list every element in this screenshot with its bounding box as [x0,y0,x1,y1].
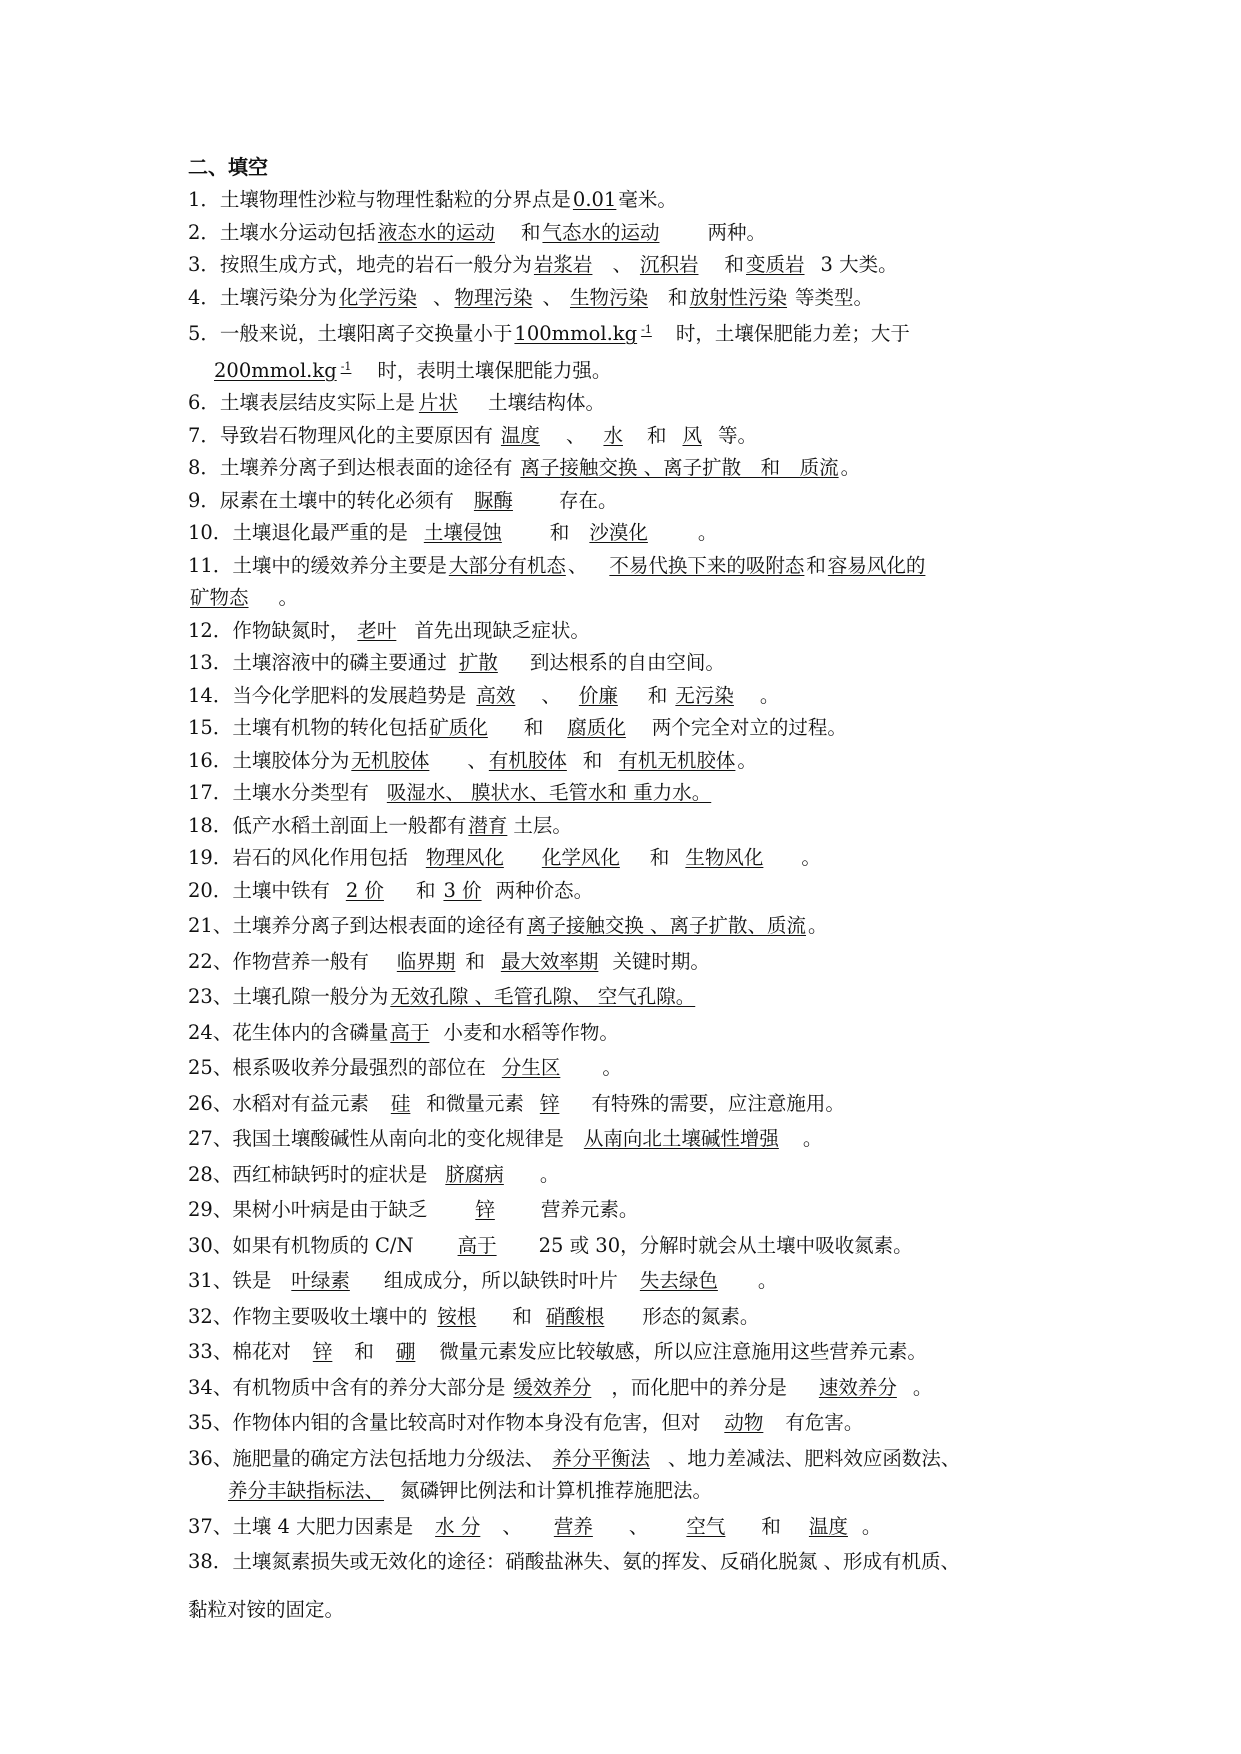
answer-blank: 无机胶体 [351,748,430,772]
question-text: 微量元素发应比较敏感，所以应注意施用这些营养元素。 [439,1340,927,1363]
question-text: 和 [354,1340,374,1363]
question-18 [188,810,1078,843]
answer-blank: 水 分 [435,1514,481,1538]
question-text: 20．土壤中铁有 [188,878,330,902]
question-text: 19．岩石的风化作用包括 [188,846,408,869]
question-text: 26、水稻对有益元素 [188,1091,369,1115]
question-text: 4．土壤污染分为 [188,285,337,309]
answer-blank: 高于 [390,1020,430,1044]
answer-blank: 老叶 [357,618,397,642]
question-text: 两种。 [707,220,766,244]
question-text: 和 [724,253,744,276]
answer-blank: 变质岩 [745,253,805,276]
question-text: 土层。 [513,813,572,837]
question-text: 和 [582,748,603,772]
answer-blank: -1 [641,323,652,336]
question-text: 36、施肥量的确定方法包括地力分级法、 [188,1446,545,1470]
answer-blank: 生物污染 [569,285,648,309]
question-text: 两种价态。 [495,878,594,902]
question-22 [188,946,1078,979]
question-text: 和 [761,1514,781,1538]
answer-blank: 硼 [395,1340,416,1363]
question-38 [188,1547,1078,1625]
question-text: 、 [565,423,586,447]
answer-blank: 从南向北土壤碱性增强 [583,1127,779,1150]
answer-blank: 风 [682,423,702,447]
question-13 [188,647,1078,680]
answer-blank: 养分平衡法 [552,1446,650,1470]
question-text: 、 [432,285,453,309]
answer-blank: 物理风化 [425,846,504,869]
question-text: 和 [465,949,485,973]
question-text: 到达根系的自由空间。 [529,651,725,674]
question-text: 1．土壤物理性沙粒与物理性黏粒的分界点是 [188,188,571,211]
answer-blank: 最大效率期 [500,949,599,973]
question-text: 、 [612,253,632,276]
answer-blank: 水 [603,423,623,447]
answer-blank: 3 价 [443,878,482,902]
question-17 [188,777,1078,810]
answer-blank: 失去绿色 [639,1269,718,1292]
question-text: 氮磷钾比例法和计算机推荐施肥法。 [400,1479,713,1502]
question-text: 小麦和水稻等作物。 [443,1020,619,1044]
answer-blank: 脐腐病 [445,1162,504,1186]
answer-blank: 片状 [418,391,458,414]
question-text: 30、如果有机物质的 C/N [188,1233,414,1257]
question-text: 形态的氮素。 [642,1304,760,1328]
answer-blank: 2 价 [345,878,384,902]
question-text: 和 [649,846,670,869]
question-text: 。 [697,521,718,544]
question-text: 营养元素。 [540,1198,639,1221]
question-6 [188,387,1078,420]
answer-blank: 锌 [539,1091,560,1115]
question-text: 毫米。 [618,188,677,211]
question-36 [188,1443,1078,1508]
question-text: 、 [467,748,487,772]
question-text: 11．土壤中的缓效养分主要是 [188,553,447,577]
question-text: 存在。 [558,488,618,512]
fill-in-section [188,150,1078,1625]
answer-blank: 化学风化 [541,846,620,869]
question-text: 关键时期。 [612,949,710,973]
answer-blank: 价廉 [578,683,618,707]
question-text: 17．土壤水分类型有 [188,781,369,804]
answer-blank: 养分丰缺指标法、 [228,1479,385,1502]
question-text: 29、果树小叶病是由于缺乏 [188,1198,428,1221]
question-text: 33、棉花对 [188,1340,291,1363]
answer-blank: 无效孔隙 、毛管孔隙、 空气孔隙。 [390,985,696,1008]
question-text: 、地力差减法、肥料效应函数法、 [667,1446,961,1470]
question-3 [188,249,1078,282]
question-text: 25、根系吸收养分最强烈的部位在 [188,1056,486,1079]
question-text: 13．土壤溶液中的磷主要通过 [188,651,447,674]
question-30 [188,1230,1078,1263]
question-text: 25 或 30，分解时就会从土壤中吸收氮素。 [538,1233,913,1257]
question-text: 22、作物营养一般有 [188,949,369,973]
question-31 [188,1265,1078,1298]
answer-blank: 0.01 [572,188,617,211]
question-text: 和 [668,285,688,309]
answer-blank: 200mmol.kg [214,358,337,382]
question-text: 3 大类。 [820,253,898,276]
question-text: 15．土壤有机物的转化包括 [188,716,428,739]
question-text: 10．土壤退化最严重的是 [188,521,408,544]
question-text: 。 [861,1514,882,1538]
question-text: 35、作物体内钼的含量比较高时对作物本身没有危害，但对 [188,1411,701,1434]
answer-blank: 高效 [476,683,516,707]
question-text: 。 [808,914,828,937]
question-text: 土壤结构体。 [487,391,605,414]
question-text: 。 [840,456,861,479]
question-20 [188,875,1078,908]
question-19 [188,842,1078,875]
question-24 [188,1017,1078,1050]
answer-blank: 矿物态 [190,586,249,609]
question-37 [188,1511,1078,1544]
question-list [188,184,1078,1625]
answer-blank: 腐质化 [567,716,626,739]
question-7 [188,420,1078,453]
question-text: 和微量元素 [426,1091,524,1115]
question-text: 和 [806,553,826,577]
question-text: 。 [539,1162,560,1186]
question-text: 。 [759,683,780,707]
question-text: 7．导致岩石物理风化的主要原因有 [188,423,493,447]
answer-blank: 有机胶体 [488,748,567,772]
question-29 [188,1194,1078,1227]
question-9 [188,485,1078,518]
question-text: 和 [549,521,570,544]
question-text: 、 [502,1514,522,1538]
line-spacer [188,1577,1078,1595]
question-text: 8．土壤养分离子到达根表面的途径有 [188,456,513,479]
question-text: 有危害。 [785,1411,864,1434]
answer-blank: 吸湿水、 膜状水、毛管水和 重力水。 [386,781,712,804]
answer-blank: 速效养分 [818,1375,897,1399]
answer-blank: 100mmol.kg [514,322,638,345]
question-10 [188,517,1078,550]
answer-blank: 硝酸根 [545,1304,605,1328]
answer-blank: 矿质化 [429,716,488,739]
question-text: 6．土壤表层结皮实际上是 [188,391,415,414]
question-text: 和 [512,1304,532,1328]
question-text: 等。 [718,423,758,447]
question-4 [188,282,1078,315]
answer-blank: 有机无机胶体 [618,748,736,772]
answer-blank: 沉积岩 [639,253,699,276]
question-text: 27、我国土壤酸碱性从南向北的变化规律是 [188,1127,564,1150]
answer-blank: 不易代换下来的吸附态 [609,553,805,577]
question-text: 38．土壤氮素损失或无效化的途径：硝酸盐淋失、氨的挥发、反硝化脱氮 、形成有机质、 [188,1550,961,1573]
answer-blank: 岩浆岩 [533,253,593,276]
answer-blank: 容易风化的 [827,553,926,577]
question-text: 32、作物主要吸收土壤中的 [188,1304,428,1328]
question-text: 和 [647,683,668,707]
question-text: 组成成分，所以缺铁时叶片 [383,1269,618,1292]
answer-blank: 沙漠化 [589,521,648,544]
question-text: 23、土壤孔隙一般分为 [188,985,389,1008]
question-text: 9．尿素在土壤中的转化必须有 [188,488,454,512]
question-23 [188,981,1078,1014]
answer-blank: 临界期 [396,949,456,973]
question-text: 24、花生体内的含磷量 [188,1020,389,1044]
answer-blank: 生物风化 [685,846,764,869]
answer-blank: 高于 [457,1233,497,1257]
answer-blank: 液态水的运动 [377,220,495,244]
question-text: 31、铁是 [188,1269,272,1292]
answer-blank: 动物 [724,1411,764,1434]
answer-blank: 缓效养分 [513,1375,592,1399]
question-text: 5．一般来说，土壤阳离子交换量小于 [188,322,513,345]
question-text: 3．按照生成方式，地壳的岩石一般分为 [188,253,532,276]
question-14 [188,680,1078,713]
question-text: 。 [757,1269,778,1292]
answer-blank: 土壤侵蚀 [423,521,502,544]
question-21 [188,910,1078,943]
answer-blank: 化学污染 [338,285,417,309]
question-text: 12．作物缺氮时， [188,618,350,642]
question-text: 。 [278,586,299,609]
answer-blank: 放射性污染 [689,285,788,309]
question-text: 18．低产水稻土剖面上一般都有 [188,813,467,837]
question-text: 。 [801,846,821,869]
question-text: 黏粒对铵的固定。 [188,1598,345,1621]
question-26 [188,1088,1078,1121]
question-35 [188,1407,1078,1440]
question-12 [188,615,1078,648]
question-text: 有特殊的需要，应注意施用。 [591,1091,845,1115]
answer-blank: 大部分有机态 [448,553,566,577]
answer-blank: 温度 [500,423,540,447]
question-text: 时，表明土壤保肥能力强。 [377,358,612,382]
section-heading: 二、填空 [188,155,268,179]
question-text: 两个完全对立的过程。 [651,716,847,739]
question-text: 、 [542,285,562,309]
question-text: 34、有机物质中含有的养分大部分是 [188,1375,506,1399]
answer-blank: 锌 [312,1340,333,1363]
question-text: 、 [567,553,588,577]
question-text: 2．土壤水分运动包括 [188,220,376,244]
question-text: 等类型。 [795,285,874,309]
question-2 [188,217,1078,250]
question-25 [188,1052,1078,1085]
question-1 [188,184,1078,217]
question-16 [188,745,1078,778]
answer-blank: 脲酶 [473,488,513,512]
question-15 [188,712,1078,745]
answer-blank: 离子接触交换 、离子扩散 和 质流 [520,456,839,479]
question-text: 14．当今化学肥料的发展趋势是 [188,683,467,707]
question-text: 。 [737,748,757,772]
question-text: 21、土壤养分离子到达根表面的途径有 [188,914,525,937]
answer-blank: 叶绿素 [291,1269,350,1292]
question-text: 。 [602,1056,622,1079]
question-text: 、 [628,1514,649,1538]
answer-blank: 锌 [475,1198,495,1221]
answer-blank: 无污染 [675,683,734,707]
question-33 [188,1336,1078,1369]
answer-blank: 营养 [553,1514,593,1538]
question-text: 首先出现缺乏症状。 [414,618,590,642]
question-text: 和 [646,423,667,447]
answer-blank: 温度 [808,1514,848,1538]
question-27 [188,1123,1078,1156]
question-text: 。 [912,1375,933,1399]
question-text: 28、西红柿缺钙时的症状是 [188,1162,428,1186]
question-5 [188,314,1078,387]
answer-blank: 气态水的运动 [542,220,660,244]
answer-blank: -1 [340,359,352,373]
answer-blank: 铵根 [437,1304,477,1328]
question-text: 和 [523,716,544,739]
question-text: 37、土壤 4 大肥力因素是 [188,1514,414,1538]
question-text: 16．土壤胶体分为 [188,748,350,772]
question-text: 、 [541,683,561,707]
question-text: 和 [415,878,436,902]
answer-blank: 空气 [686,1514,726,1538]
answer-blank: 扩散 [458,651,498,674]
question-text: ，而化肥中的养分是 [611,1375,787,1399]
answer-blank: 离子接触交换 、离子扩散、质流 [526,914,807,937]
answer-blank: 硅 [390,1091,411,1115]
answer-blank: 潜育 [468,813,508,837]
question-28 [188,1159,1078,1192]
answer-blank: 物理污染 [454,285,533,309]
question-text: 时，土壤保肥能力差；大于 [675,322,910,345]
question-32 [188,1301,1078,1334]
question-text: 和 [520,220,541,244]
question-34 [188,1372,1078,1405]
question-text: 。 [802,1127,823,1150]
question-8 [188,452,1078,485]
answer-blank: 分生区 [501,1056,561,1079]
question-11 [188,550,1078,615]
